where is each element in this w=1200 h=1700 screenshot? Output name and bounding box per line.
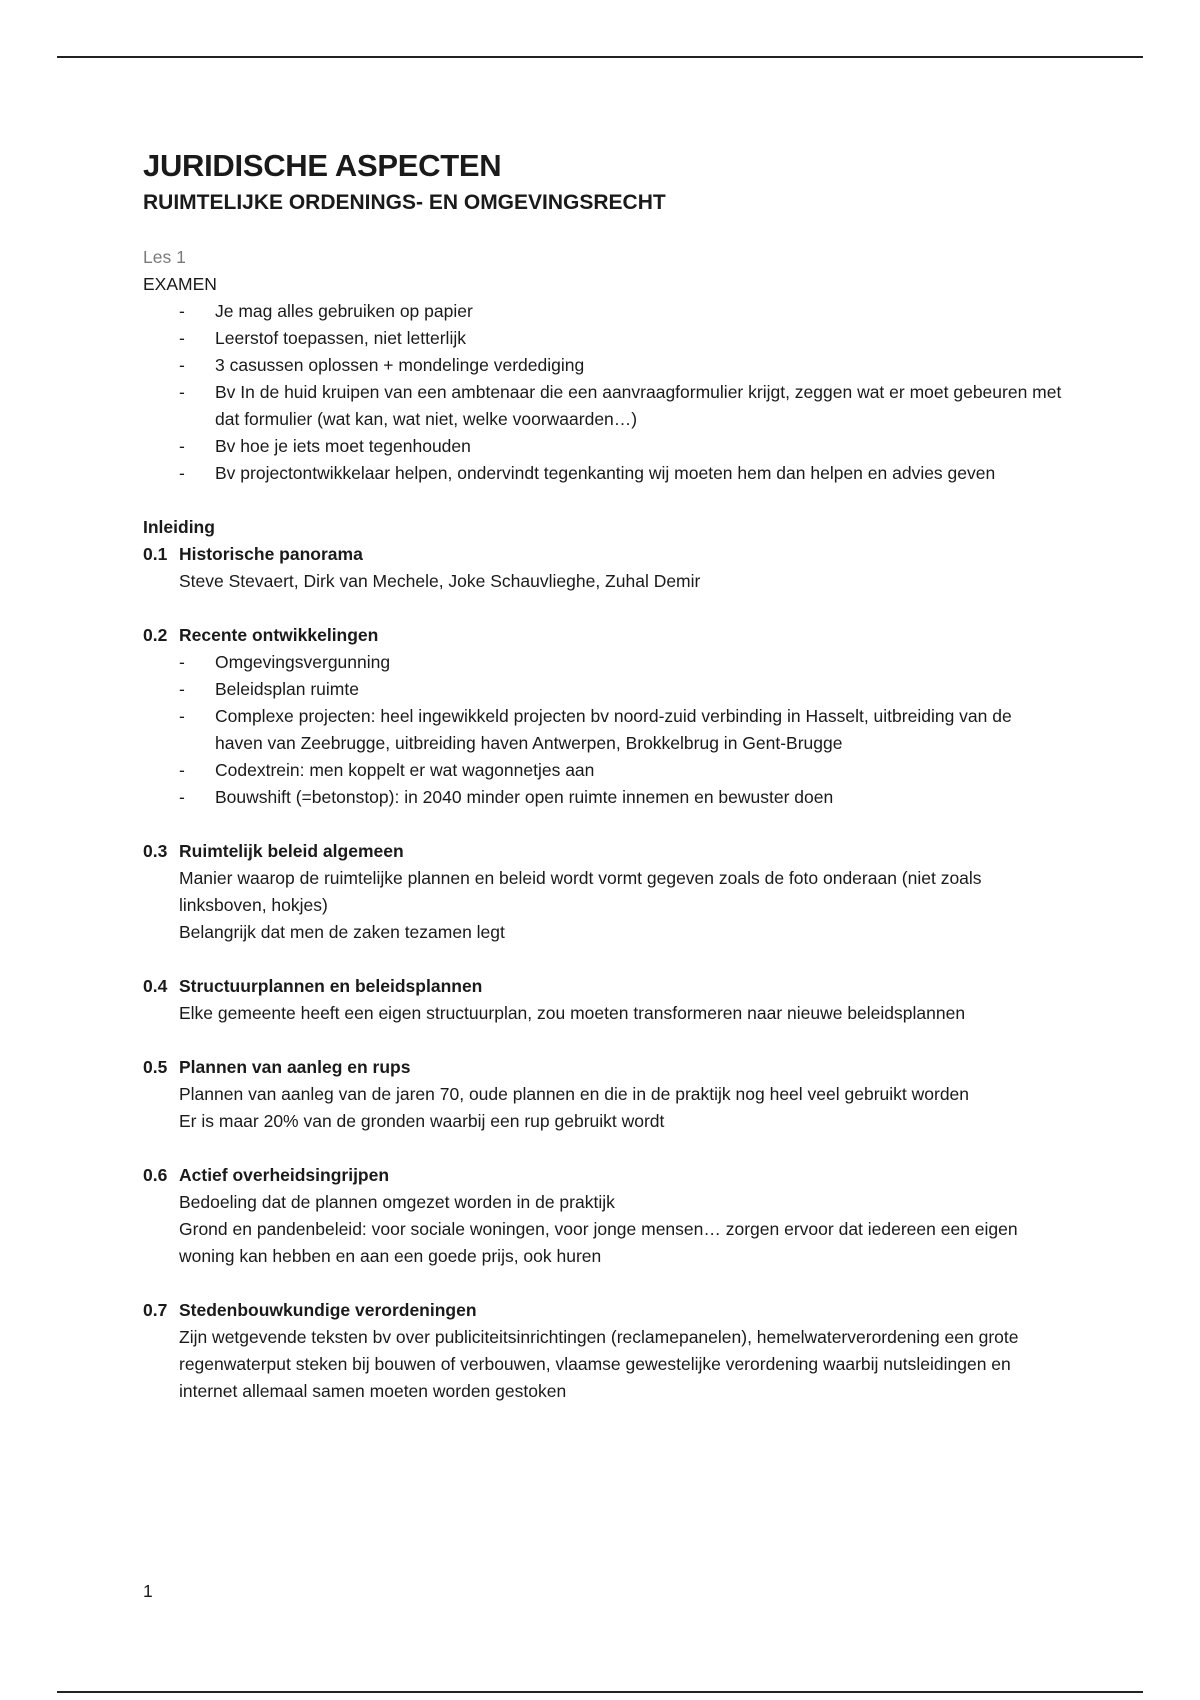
section-number: 0.7 — [143, 1300, 168, 1320]
paragraph: Bedoeling dat de plannen omgezet worden in de praktijk — [179, 1192, 615, 1212]
lesson-label: Les 1 — [143, 247, 186, 267]
list-item: - Bv projectontwikkelaar helpen, ondervindt tegenkanting wij moeten hem dan helpen en advies geven — [215, 460, 1063, 487]
section-number: 0.5 — [143, 1057, 168, 1077]
list-item: - Bv hoe je iets moet tegenhouden — [215, 433, 1063, 460]
list-item: - Bouwshift (=betonstop): in 2040 minder open ruimte innemen en bewuster doen — [215, 784, 1063, 811]
paragraph: Plannen van aanleg van de jaren 70, oude plannen en die in de praktijk nog heel veel gebruikt worden — [179, 1084, 970, 1104]
section-title: Historische panorama — [179, 544, 363, 564]
section-title: Plannen van aanleg en rups — [179, 1057, 411, 1077]
section-title: Actief overheidsingrijpen — [179, 1165, 390, 1185]
paragraph: Belangrijk dat men de zaken tezamen legt — [179, 922, 505, 942]
section-number: 0.6 — [143, 1165, 168, 1185]
paragraph: Steve Stevaert, Dirk van Mechele, Joke Schauvlieghe, Zuhal Demir — [179, 571, 701, 591]
list-item: - Omgevingsvergunning — [215, 649, 1063, 676]
footer-rule — [57, 1691, 1143, 1693]
section-heading — [143, 1162, 1063, 1189]
list-item: - Complexe projecten: heel ingewikkeld projecten bv noord-zuid verbinding in Hasselt, uitbreiding van de haven van Zeebrugge, uitbreiding haven Antwerpen, Brokkelbrug in Gent-Brugge — [215, 703, 1063, 757]
page-number: 1 — [143, 1581, 153, 1601]
list-item: - Beleidsplan ruimte — [215, 676, 1063, 703]
section-heading — [143, 838, 1063, 865]
list-item: - Je mag alles gebruiken op papier — [215, 298, 1063, 325]
section-number: 0.3 — [143, 841, 168, 861]
document-body — [143, 146, 1063, 1405]
section-heading — [143, 973, 1063, 1000]
section-0-5 — [143, 1054, 1063, 1135]
section-title: Recente ontwikkelingen — [179, 625, 379, 645]
section-0-6 — [143, 1162, 1063, 1270]
section-heading — [143, 1054, 1063, 1081]
intro-heading: Inleiding — [143, 517, 215, 537]
section-0-4 — [143, 973, 1063, 1027]
section-number: 0.2 — [143, 625, 168, 645]
section-heading — [143, 622, 1063, 649]
list-item: - Leerstof toepassen, niet letterlijk — [215, 325, 1063, 352]
list-item: - Bv In de huid kruipen van een ambtenaar die een aanvraagformulier krijgt, zeggen wat er moet gebeuren met dat formulier (wat kan, wat niet, welke voorwaarden…) — [215, 379, 1063, 433]
paragraph: Grond en pandenbeleid: voor sociale woningen, voor jonge mensen… zorgen ervoor dat iedereen een eigen woning kan hebben en aan een goede prijs, ook huren — [179, 1219, 1018, 1266]
section-number: 0.4 — [143, 976, 168, 996]
section-title: Stedenbouwkundige verordeningen — [179, 1300, 477, 1320]
bullet-list — [143, 649, 1063, 811]
paragraph: Zijn wetgevende teksten bv over publiciteitsinrichtingen (reclamepanelen), hemelwaterverordening een grote regenwaterput steken bij bouwen of verbouwen, vlaamse gewestelijke verordening waarbij nutsleidingen en internet allemaal samen moeten worden gestoken — [179, 1327, 1019, 1401]
section-title: Ruimtelijk beleid algemeen — [179, 841, 404, 861]
paragraph: Elke gemeente heeft een eigen structuurplan, zou moeten transformeren naar nieuwe beleidsplannen — [179, 1003, 966, 1023]
document-title: JURIDISCHE ASPECTEN — [143, 148, 502, 183]
section-heading — [143, 1297, 1063, 1324]
list-item: - 3 casussen oplossen + mondelinge verdediging — [215, 352, 1063, 379]
document-subtitle: RUIMTELIJKE ORDENINGS- EN OMGEVINGSRECHT — [143, 191, 666, 214]
exam-list — [143, 298, 1063, 487]
section-0-7 — [143, 1297, 1063, 1405]
header-rule — [57, 56, 1143, 58]
section-0-1 — [143, 541, 1063, 595]
section-title: Structuurplannen en beleidsplannen — [179, 976, 483, 996]
section-0-2 — [143, 622, 1063, 811]
paragraph: Er is maar 20% van de gronden waarbij een rup gebruikt wordt — [179, 1111, 665, 1131]
exam-heading: EXAMEN — [143, 274, 217, 294]
section-heading — [143, 541, 1063, 568]
section-0-3 — [143, 838, 1063, 946]
section-number: 0.1 — [143, 544, 168, 564]
list-item: - Codextrein: men koppelt er wat wagonnetjes aan — [215, 757, 1063, 784]
paragraph: Manier waarop de ruimtelijke plannen en beleid wordt vormt gegeven zoals de foto onderaan (niet zoals linksboven, hokjes) — [179, 868, 982, 915]
